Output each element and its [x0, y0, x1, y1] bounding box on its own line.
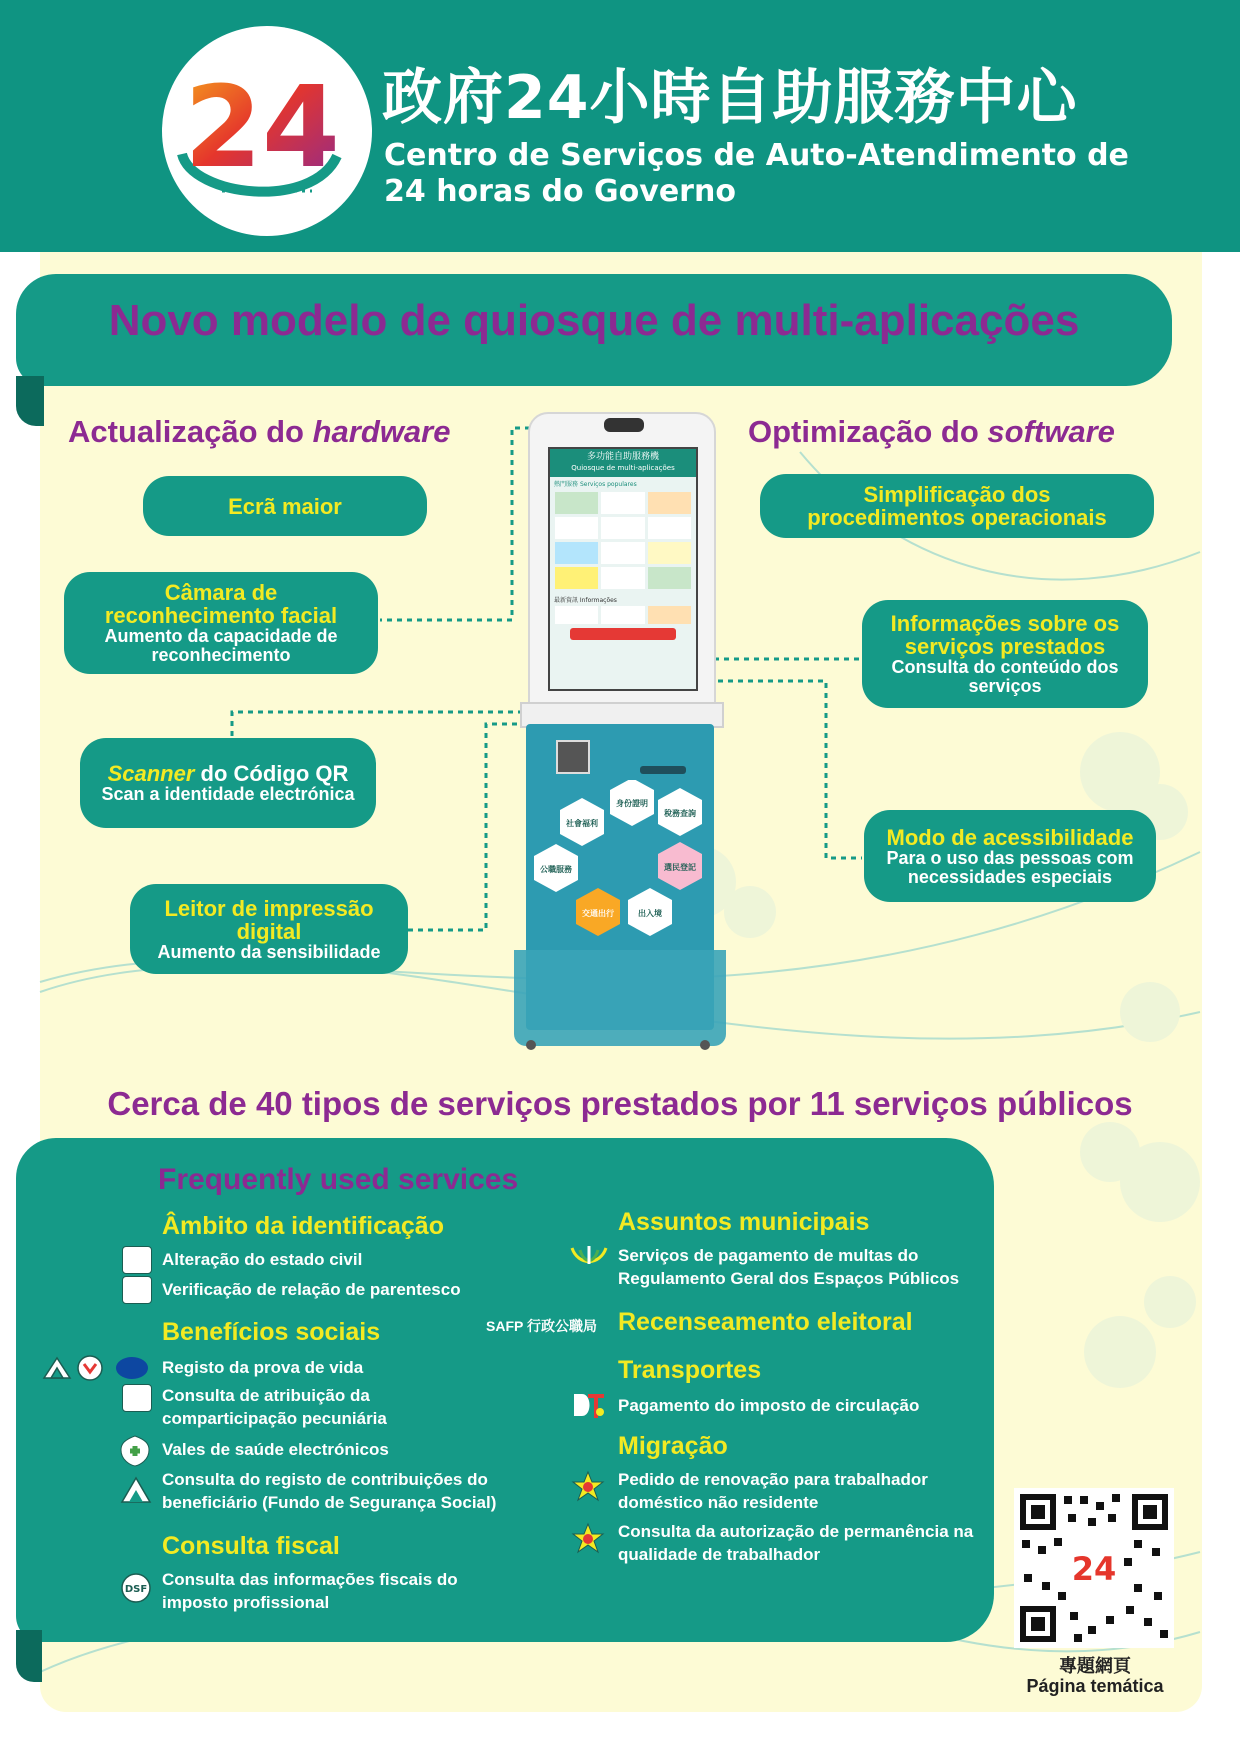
service-item: Consulta do registo de contribuições do beneficiário (Fundo de Segurança Social) — [162, 1470, 497, 1512]
service-item: Consulta da autorização de permanência na qualidade de trabalhador — [618, 1522, 974, 1564]
service-item: Vales de saúde electrónicos — [162, 1440, 389, 1459]
feature-accessibility-mode — [864, 810, 1156, 902]
kiosk-screen-section-pt: Serviços populares — [579, 481, 637, 488]
feature-subtitle: Aumento da capacidade de reconhecimento — [104, 626, 338, 665]
category-tax: Consulta fiscal — [162, 1532, 340, 1560]
safp-logo: SAFP 行政公職局 — [486, 1318, 597, 1334]
software-heading-prefix: Optimização do — [748, 414, 988, 449]
category-identification: Âmbito da identificação — [162, 1212, 444, 1240]
kiosk-scanner-window — [556, 740, 590, 774]
dsi-logo-icon — [122, 1246, 152, 1274]
service-item: Serviços de pagamento de multas do Regulamento Geral dos Espaços Públicos — [618, 1246, 960, 1288]
category-social-benefits: Benefícios sociais — [162, 1318, 381, 1346]
qr-label-chinese: 專題網頁 — [1059, 1656, 1131, 1677]
kiosk-base — [514, 950, 726, 1046]
kiosk-hex-label: 出入境 — [638, 909, 662, 918]
police-badge-icon — [570, 1522, 606, 1558]
health-cross-icon — [118, 1434, 152, 1468]
qr-label-portuguese: Página temática — [1026, 1676, 1164, 1696]
dsf-logo-icon — [120, 1572, 152, 1604]
feature-larger-screen — [143, 476, 427, 536]
kiosk-hex-label: 身份證明 — [616, 799, 648, 808]
category-migration: Migração — [618, 1432, 728, 1460]
feature-title: Leitor de impressão digital — [164, 895, 374, 944]
category-electoral: Recenseamento eleitoral — [618, 1308, 913, 1336]
kiosk-screen-tiles — [550, 490, 696, 591]
svg-text:24: 24 — [184, 63, 340, 193]
iam-logo-icon — [568, 1242, 610, 1272]
feature-simplified-procedures — [760, 474, 1154, 538]
kiosk-screen-title-pt: Quiosque de multi-aplicações — [571, 464, 675, 472]
feature-subtitle: Para o uso das pessoas com necessidades especiais — [886, 847, 1134, 887]
banner-title: Novo modelo de quiosque de multi-aplicações — [108, 296, 1080, 345]
kiosk-wheel — [526, 1040, 536, 1050]
dsat-logo-icon — [570, 1388, 608, 1422]
qr-code-icon — [1014, 1488, 1174, 1648]
ias-logo-icon — [122, 1384, 152, 1412]
kiosk-hex-label: 稅務查詢 — [664, 809, 696, 818]
header-title-portuguese-line2: 24 horas do Governo — [384, 174, 736, 209]
feature-title-italic: Scanner — [107, 761, 195, 786]
kiosk-hex-label: 交通出行 — [582, 909, 614, 918]
service-item: Consulta de atribuição da comparticipação pecuniária — [162, 1386, 387, 1428]
kiosk-hex-label: 社會福利 — [566, 819, 598, 828]
feature-service-information — [862, 600, 1148, 708]
kiosk-screen-section — [550, 477, 696, 490]
dsf-logo-text: DSF — [124, 1584, 148, 1595]
frequent-services-title: Frequently used services — [158, 1163, 519, 1196]
feature-subtitle: Aumento da sensibilidade — [157, 941, 381, 962]
kiosk-hex-label: 選民登記 — [664, 863, 696, 872]
kiosk-camera — [604, 418, 644, 432]
feature-fingerprint-reader — [130, 884, 408, 974]
kiosk-service-hexagons — [530, 780, 710, 950]
service-item: Registo da prova de vida — [162, 1358, 364, 1377]
service-item: Alteração do estado civil — [162, 1250, 363, 1269]
service-item: Consulta das informações fiscais do imposto profissional — [162, 1570, 458, 1612]
category-transport: Transportes — [618, 1356, 762, 1384]
hardware-heading-prefix: Actualização do — [68, 414, 313, 449]
feature-title-rest: do Código QR — [194, 761, 349, 786]
kiosk-hex-label: 公職服務 — [540, 865, 572, 874]
feature-title: Modo de acessibilidade — [886, 824, 1134, 850]
feature-title: Informações sobre os serviços prestados — [890, 611, 1120, 659]
feature-subtitle: Scan a identidade electrónica — [101, 784, 355, 804]
kiosk-screen-section-zh: 熱門服務 — [554, 481, 579, 488]
qr-code[interactable] — [1014, 1488, 1174, 1648]
qr-logo-text: 24 — [1071, 1550, 1117, 1588]
category-municipal: Assuntos municipais — [618, 1208, 870, 1236]
social-welfare-logos-icon — [42, 1352, 154, 1382]
feature-title: Câmara de reconhecimento facial — [104, 580, 338, 628]
feature-title: Ecrã maior — [228, 493, 342, 519]
feature-facial-recognition-camera — [64, 572, 378, 674]
kiosk-screen-footer: 最新資訊 Informações — [554, 597, 617, 604]
feature-qr-scanner — [80, 738, 376, 828]
kiosk-wheel — [700, 1040, 710, 1050]
dsi-logo-icon — [122, 1276, 152, 1304]
service-item: Pagamento do imposto de circulação — [618, 1396, 920, 1415]
panel-fold — [16, 1630, 42, 1682]
hardware-heading-italic: hardware — [312, 414, 451, 449]
feature-title: Simplificação dos procedimentos operacionais — [807, 482, 1107, 530]
header-title-portuguese-line1: Centro de Serviços de Auto-Atendimento de — [384, 138, 1129, 173]
police-badge-icon — [570, 1470, 606, 1506]
header-title-chinese: 政府24小時自助服務中心 — [382, 63, 1078, 133]
kiosk-screen-title-zh: 多功能自助服務機 — [586, 452, 659, 462]
service-item: Pedido de renovação para trabalhador doméstico não residente — [618, 1470, 928, 1512]
kiosk-card-slot — [640, 766, 686, 774]
service-item: Verificação de relação de parentesco — [162, 1280, 461, 1299]
software-heading-italic: software — [987, 414, 1115, 449]
social-security-fund-icon — [120, 1474, 152, 1504]
kiosk-screen — [548, 447, 698, 691]
services-count-title: Cerca de 40 tipos de serviços prestados por 11 serviços públicos — [107, 1085, 1133, 1122]
feature-subtitle: Consulta do conteúdo dos serviços — [891, 657, 1119, 696]
